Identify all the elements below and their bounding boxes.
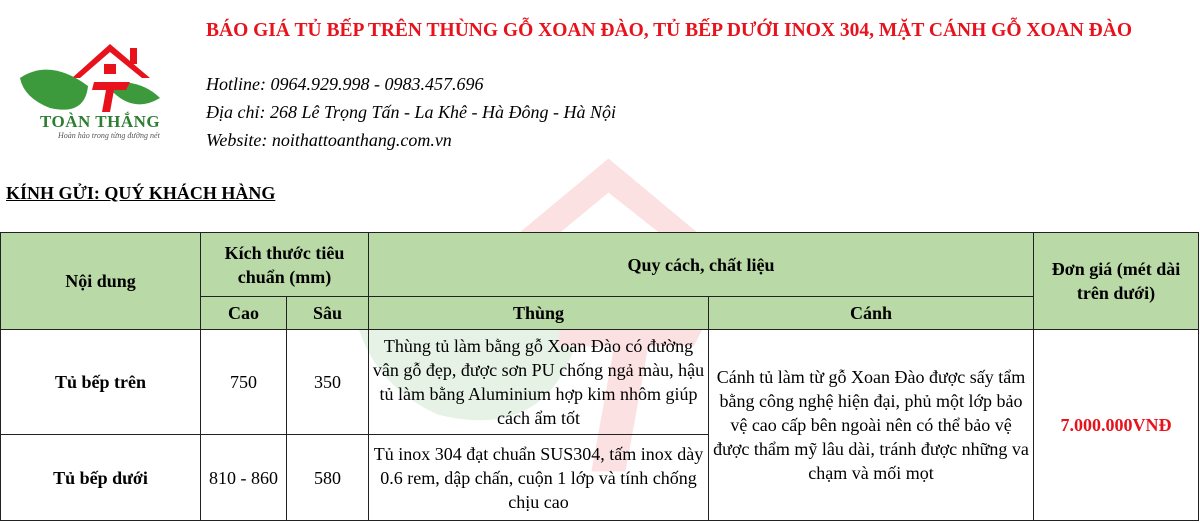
door-spec: Cánh tủ làm từ gỗ Xoan Đào được sấy tẩm bằng công nghệ hiện đại, phủ một lớp bảo vệ cao cấp bên ngoài nên có thể bảo vệ được thẩm mỹ lâu dài, tránh được những va chạm và mối mọt [709, 330, 1034, 521]
row-depth: 580 [287, 435, 369, 521]
address: Địa chỉ: 268 Lê Trọng Tấn - La Khê - Hà Đông - Hà Nội [206, 102, 617, 122]
row-depth: 350 [287, 330, 369, 435]
header-depth: Sâu [287, 297, 369, 330]
header-size: Kích thước tiêu chuẩn (mm) [201, 233, 369, 297]
greeting: KÍNH GỬI: QUÝ KHÁCH HÀNG [6, 183, 276, 203]
website: Website: noithattoanthang.com.vn [206, 130, 452, 150]
row-name: Tủ bếp trên [1, 330, 201, 435]
row-name: Tủ bếp dưới [1, 435, 201, 521]
row-height: 810 - 860 [201, 435, 287, 521]
header-door: Cánh [709, 297, 1034, 330]
logo-window-icon [104, 64, 116, 74]
logo-chimney-icon [130, 48, 137, 64]
header-body: Thùng [369, 297, 709, 330]
price-value: 7.000.000VNĐ [1034, 330, 1199, 521]
row-body: Thùng tủ làm bằng gỗ Xoan Đào có đường vân gỗ đẹp, được sơn PU chống ngả màu, hậu tủ làm bằng Aluminium hợp kim nhôm giúp cách ẩm tốt [369, 330, 709, 435]
hotline: Hotline: 0964.929.998 - 0983.457.696 [206, 74, 484, 94]
header-content: Nội dung [1, 233, 201, 330]
header-height: Cao [201, 297, 287, 330]
header-price: Đơn giá (mét dài trên dưới) [1034, 233, 1199, 330]
page-title: BÁO GIÁ TỦ BẾP TRÊN THÙNG GỖ XOAN ĐÀO, TỦ BẾP DƯỚI INOX 304, MẶT CÁNH GỖ XOAN ĐÀO [206, 20, 1132, 41]
row-height: 750 [201, 330, 287, 435]
row-body: Tủ inox 304 đạt chuẩn SUS304, tấm inox dày 0.6 rem, dập chấn, cuộn 1 lớp và tính chống chịu cao [369, 435, 709, 521]
price-table [0, 232, 1199, 521]
logo-name: TOÀN THẮNG [40, 112, 161, 131]
header-spec: Quy cách, chất liệu [369, 233, 1034, 297]
logo-tagline: Hoàn hảo trong từng đường nét [58, 131, 160, 140]
